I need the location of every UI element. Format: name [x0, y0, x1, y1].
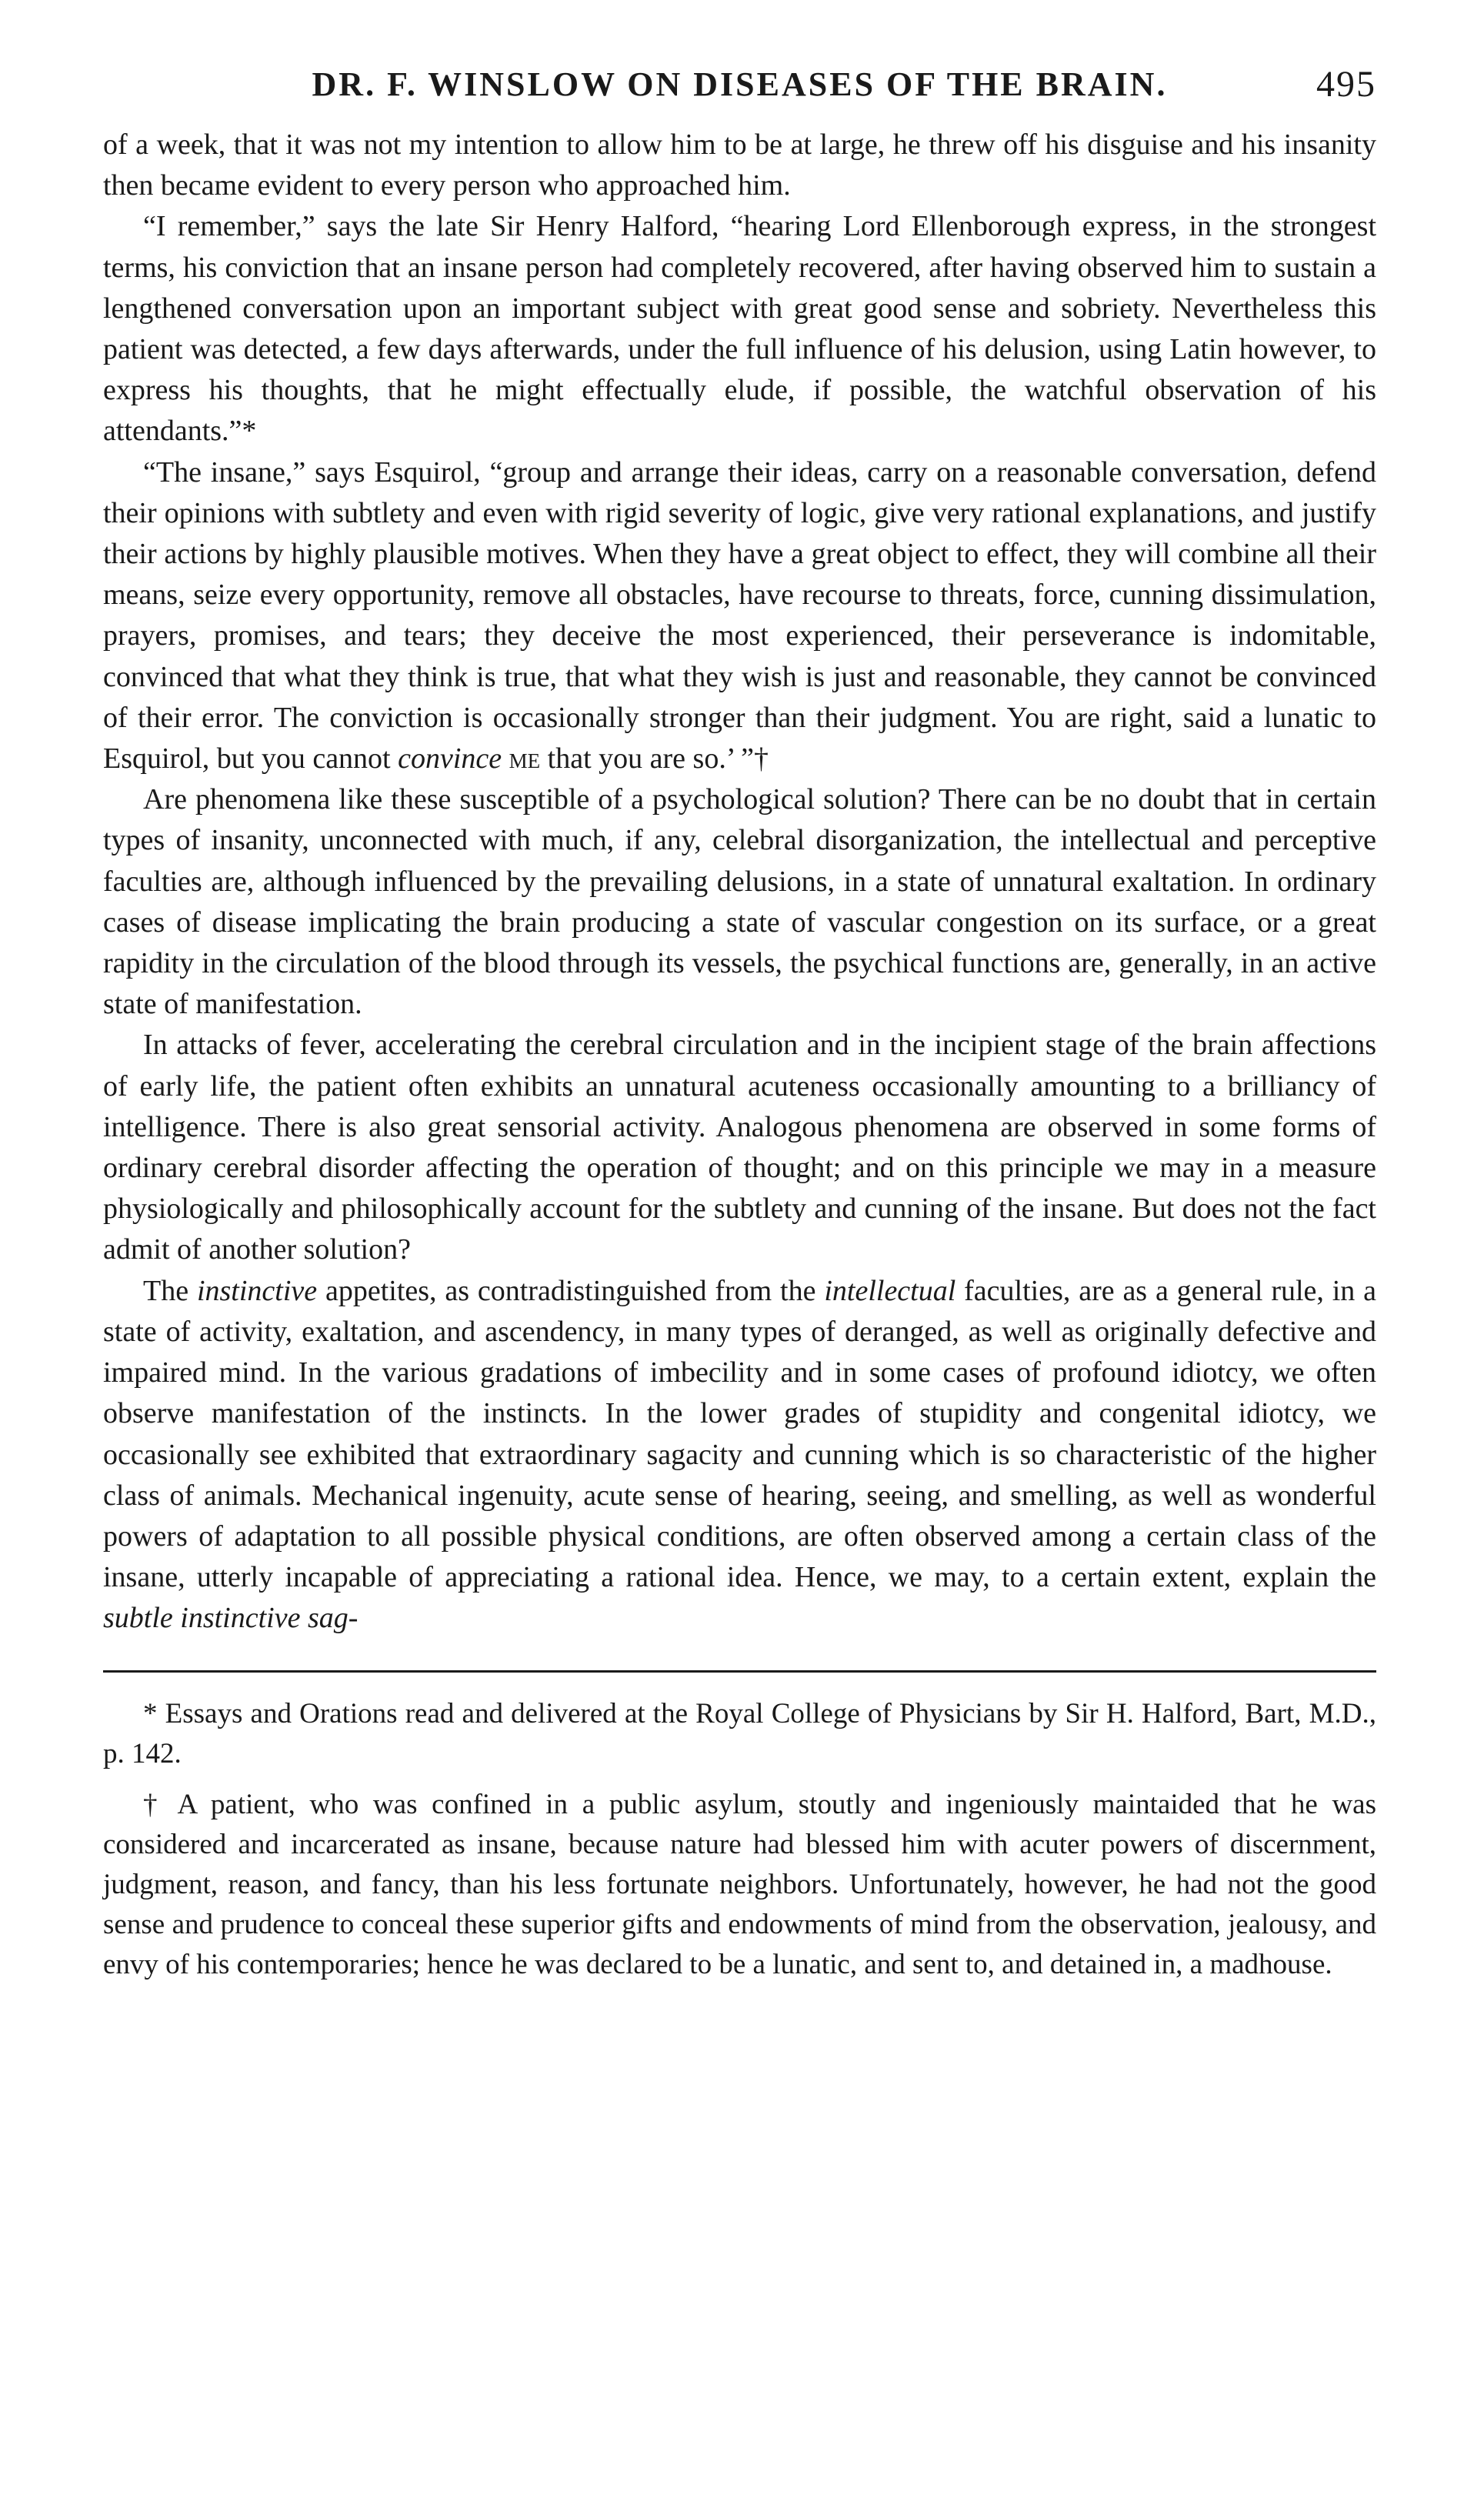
- paragraph-psychological-solution: Are phenomena like these susceptible of a psychological solution? There can be no doubt that in certain types of insanity, unconnected with much, if any, celebral disorganization, the intellectual and perceptive faculties are, although influenced by the prevailing delusions, in a state of unnatural exaltation. In ordinary cases of disease implicating the brain producing a state of vascular congestion on its surface, or a great rapidity in the circulation of the blood through its vessels, the psychical functions are, generally, in an active state of manifestation.: [103, 783, 1376, 1021]
- instinctive-italic: instinctive: [196, 1274, 318, 1307]
- body-text: [103, 125, 1376, 1639]
- footnotes: [103, 1694, 1376, 1985]
- subtle-instinctive-italic: subtle instinctive sag-: [103, 1602, 358, 1635]
- instinctive-text-c: faculties, are as a general rule, in a state of activity, exaltation, and ascendency, in many types of deranged, as well as originally defective and impaired mind. In the various gradations of imbecility and in some cases of profound idiotcy, we often observe manifestation of the instincts. In the lower grades of stupidity and congenital idiotcy, we occasionally see exhibited that extraordinary sagacity and cunning which is so characteristic of the higher class of animals. Mechanical ingenuity, acute sense of hearing, seeing, and smelling, as well as wonderful powers of adaptation to all possible physical conditions, are often observed among a certain class of the insane, utterly incapable of appreciating a rational idea. Hence, we may, to a certain extent, explain the: [103, 1274, 1377, 1594]
- paragraph-instinctive-appetites: [103, 1271, 1376, 1639]
- instinctive-text-a: The: [143, 1274, 197, 1307]
- esquirol-quote-text: “The insane,” says Esquirol, “group and arrange their ideas, carry on a reasonable conversation, defend their opinions with subtlety and even with rigid severity of logic, give very rational explanations, and justify their actions by highly plausible motives. When they have a great object to effect, they will combine all their means, seize every opportunity, remove all obstacles, have recourse to threats, force, cunning dissimulation, prayers, promises, and tears; they deceive the most experienced, their perseverance is indomitable, convinced that what they think is true, that what they wish is just and reasonable, they cannot be convinced of their error. The conviction is occasionally stronger than their judgment. You are right, said a lunatic to Esquirol, but you cannot: [103, 455, 1376, 776]
- intellectual-italic: intellectual: [824, 1274, 956, 1307]
- esquirol-quote-end: that you are so.’ ”†: [540, 742, 769, 776]
- paragraph-continuation: of a week, that it was not my intention to allow him to be at large, he threw off his disguise and his insanity then became evident to every person who approached him.: [103, 128, 1376, 202]
- footnote-dagger: † A patient, who was confined in a public asylum, stoutly and ingeniously maintaided that he was considered and incarcerated as insane, because nature had blessed him with acuter powers of discernment, judgment, reason, and fancy, than his less fortunate neighbors. Unfortunately, however, he had not the good sense and prudence to conceal these superior gifts and endowments of mind from the observation, jealousy, and envy of his contemporaries; hence he was declared to be a lunatic, and sent to, and detained in, a madhouse.: [103, 1788, 1376, 1980]
- instinctive-text-b: appetites, as contradistinguished from the: [317, 1274, 825, 1307]
- paragraph-fever: In attacks of fever, accelerating the cerebral circulation and in the incipient stage of the brain affections of early life, the patient often exhibits an unnatural acuteness occasionally amounting to a brilliancy of intelligence. There is also great sensorial activity. Analogous phenomena are observed in some forms of ordinary cerebral disorder affecting the operation of thought; and on this principle we may in a measure physiologically and philosophically account for the subtlety and cunning of the insane. But does not the fact admit of another solution?: [103, 1029, 1376, 1266]
- paragraph-esquirol-quote: [103, 452, 1376, 780]
- running-head-title: DR. F. WINSLOW ON DISEASES OF THE BRAIN.: [312, 65, 1168, 103]
- footnote-divider: [103, 1670, 1376, 1673]
- page-number: 495: [1316, 64, 1376, 105]
- footnote-asterisk: * Essays and Orations read and delivered at the Royal College of Physicians by Sir H. Halford, Bart, M.D., p. 142.: [103, 1697, 1376, 1770]
- esquirol-small-caps-word: me: [509, 742, 541, 776]
- esquirol-italic-word: convince: [398, 742, 502, 776]
- paragraph-halford-quote: “I remember,” says the late Sir Henry Halford, “hearing Lord Ellenborough express, in the strongest terms, his conviction that an insane person had completely recovered, after having observed him to sustain a lengthened conversation upon an important subject with great good sense and sobriety. Nevertheless this patient was detected, a few days afterwards, under the full influence of his delusion, using Latin however, to express his thoughts, that he might effectually elude, if possible, the watchful observation of his attendants.”*: [103, 210, 1376, 448]
- running-head: [103, 54, 1376, 115]
